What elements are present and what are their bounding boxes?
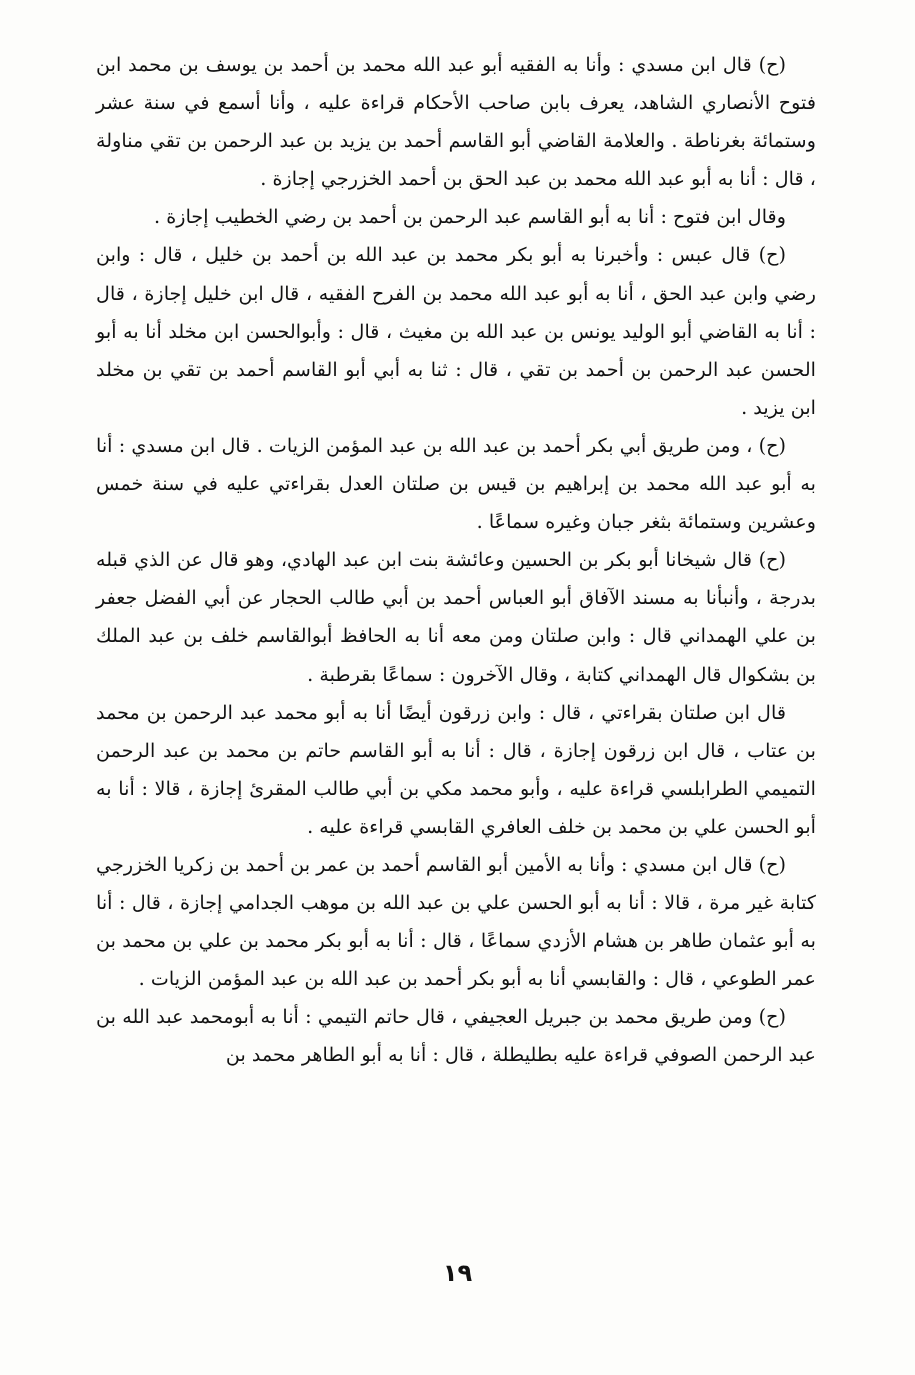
paragraph: (ح) قال ابن مسدي : وأنا به الفقيه أبو عبد الله محمد بن أحمد بن يوسف بن محمد ابن فتوح الأنصاري الشاهد، يعرف بابن صاحب الأحكام قراءة عليه ، وأنا أسمع في سنة عشر وستمائة بغرناطة . والعلامة القاضي أبو القاسم أحمد بن يزيد بن عبد الرحمن بن تقي مناولة ، قال : أنا به أبو عبد الله محمد بن عبد الحق بن أحمد الخزرجي إجازة . (96, 53, 816, 191)
paragraph: (ح) قال عبس : وأخبرنا به أبو بكر محمد بن عبد الله بن أحمد بن خليل ، قال : وابن رضي وابن عبد الحق ، أنا به أبو عبد الله محمد بن الفرح الفقيه ، قال ابن خليل إجازة ، قال : أنا به القاضي أبو الوليد يونس بن عبد الله بن مغيث ، قال : وأبوالحسن ابن مخلد أنا به أبو الحسن عبد الرحمن بن أحمد بن تقي ، قال : ثنا به أبي أبو القاسم أحمد بن تقي بن مخلد ابن يزيد . (96, 243, 816, 419)
paragraph: (ح) قال شيخانا أبو بكر بن الحسين وعائشة بنت ابن عبد الهادي، وهو قال عن الذي قبله بدرجة ، وأنبأنا به مسند الآفاق أبو العباس أحمد بن أبي طالب الحجار عن أبي الفضل جعفر بن علي الهمداني قال : وابن صلتان ومن معه أنا به الحافظ أبوالقاسم خلف بن عبد الملك بن بشكوال قال الهمداني كتابة ، وقال الآخرون : سماعًا بقرطبة . (96, 548, 816, 686)
body-text (96, 46, 816, 1075)
paragraph: وقال ابن فتوح : أنا به أبو القاسم عبد الرحمن بن أحمد بن رضي الخطيب إجازة . (154, 205, 786, 229)
paragraph: (ح) ومن طريق محمد بن جبريل العجيفي ، قال حاتم التيمي : أنا به أبومحمد عبد الله بن عبد الرحمن الصوفي قراءة عليه بطليطلة ، قال : أنا به أبو الطاهر محمد بن (96, 1005, 816, 1067)
paragraph: قال ابن صلتان بقراءتي ، قال : وابن زرقون أيضًا أنا به أبو محمد عبد الرحمن بن محمد بن عتاب ، قال ابن زرقون إجازة ، قال : أنا به أبو القاسم حاتم بن محمد بن عبد الرحمن التميمي الطرابلسي قراءة عليه ، وأبو محمد مكي بن أبي طالب المقرئ إجازة ، قالا : أنا به أبو الحسن علي بن محمد بن خلف العافري القابسي قراءة عليه . (96, 700, 816, 838)
paragraph: (ح) ، ومن طريق أبي بكر أحمد بن عبد الله بن عبد المؤمن الزيات . قال ابن مسدي : أنا به أبو عبد الله محمد بن إبراهيم بن قيس بن صلتان العدل بقراءتي عليه في سنة خمس وعشرين وستمائة بثغر جبان وغيره سماعًا . (96, 433, 816, 534)
page-number: ١٩ (442, 1259, 473, 1287)
paragraph: (ح) قال ابن مسدي : وأنا به الأمين أبو القاسم أحمد بن عمر بن أحمد بن زكريا الخزرجي كتابة غير مرة ، قالا : أنا به أبو الحسن علي بن عبد الله بن موهب الجدامي إجازة ، قال : أنا به أبو عثمان طاهر بن هشام الأزدي سماعًا ، قال : أنا به أبو بكر محمد بن علي بن محمد بن عمر الطوعي ، قال : والقابسي أنا به أبو بكر أحمد بن عبد الله بن عبد المؤمن الزيات . (96, 852, 816, 991)
